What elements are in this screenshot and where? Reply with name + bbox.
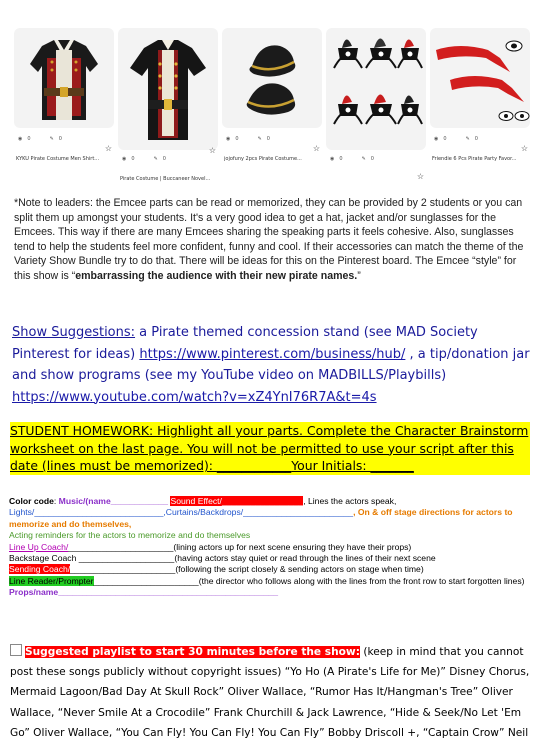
eye-icon: ◉ [330,156,335,162]
line-up-coach: Line Up Coach/ [9,541,69,552]
student-homework [10,422,530,475]
pin-count-icon: ✎ [257,136,262,142]
youtube-link[interactable]: https://www.youtube.com/watch?v=xZ4YnI76R7A&t=4s [12,389,377,405]
product-stats: ◉ 0 ✎ 0 [122,156,166,162]
product-card-4[interactable] [326,28,426,188]
product-caption[interactable]: jojofuny 2pcs Pirate Costume... [224,156,302,162]
pin-icon[interactable]: ☆ [104,144,112,153]
pin-icon[interactable]: ☆ [312,144,320,153]
show-text-1: a Pirate themed concession stand (see MAD Society Pinterest for ideas) [12,325,478,362]
stage-directions-code: , On & off stage directions for actors to memorize and do themselves, [9,507,513,529]
line-reader-prompter: Line Reader/Prompter [9,575,94,586]
product-caption[interactable]: Pirate Costume | Buccaneer Novel... [120,176,211,182]
eye-icon: ◉ [434,136,439,142]
music-code: Music/(name [58,496,111,506]
pin-count-icon: ✎ [465,136,470,142]
sending-coach: Sending Coach/ [9,564,71,575]
product-card-1[interactable] [14,28,114,188]
backstage-coach: Backstage Coach [9,553,79,564]
product-stats: ◉ 0 ✎ 0 [434,136,478,142]
lines-code: , Lines the actors speak, [303,496,397,506]
product-stats: ◉ 0 ✎ 0 [330,156,374,162]
pin-icon[interactable]: ☆ [208,146,216,155]
pinterest-link[interactable]: https://www.pinterest.com/business/hub/ [139,346,406,362]
pirate-bandanas-image [430,28,530,128]
product-caption[interactable]: Friendie 6 Pcs Pirate Party Favor... [432,156,517,162]
curtains-code: ,Curtains/Backdrops/ [163,507,244,518]
leaders-note [14,196,530,284]
acting-reminders-code: Acting reminders for the actors to memorize and do themselves [9,530,251,541]
show-suggestions [12,322,532,408]
eye-icon: ◉ [122,156,127,162]
date-blank[interactable]: ____________ [216,458,292,473]
product-card-2[interactable] [118,28,218,188]
playlist-checkbox[interactable] [10,644,22,656]
initials-label: Your Initials: [291,458,371,473]
pirate-vest-shirt-image [14,28,114,128]
pin-icon[interactable]: ☆ [416,172,424,181]
pinterest-product-strip [14,28,532,190]
note-end: ” [357,269,361,282]
product-card-5[interactable] [430,28,530,188]
product-caption[interactable]: KYKU Pirate Costume Men Shirt... [16,156,100,162]
pin-icon[interactable]: ☆ [520,144,528,153]
product-stats: ◉ 0 ✎ 0 [18,136,62,142]
initials-blank[interactable]: _______ [370,458,414,473]
color-code-label: Color code [9,496,54,506]
pirate-hats-image [222,28,322,128]
product-card-3[interactable] [222,28,322,188]
show-text-2: , a tip/donation jar and show programs (see my YouTube video on MADBILLS/Playbills) [12,346,530,383]
homework-text: STUDENT HOMEWORK: Highlight all your parts. Complete the Character Brainstorm worksheet on the last page. You will not be permitted to use your script after this date (lines must be memorized): [10,423,529,473]
pin-count-icon: ✎ [49,136,54,142]
playlist-text: (keep in mind that you cannot post these songs publicly without copyright issues) “Yo Ho (A Pirate's Life for Me)” Disney Chorus, Mermaid Lagoon/Bad Day At Skull Rock” Oliver Wallace, “Rumor Has It/Hangman's Tree” Oliver Wallace, “Never Smile At a Crocodile” Frank Churchill & Jack Lawrence, “Hide & Seek/No Let 'Em Go” Oliver Wallace, “You Can Fly! You Can Fly! You Can Fly” Bobby Driscoll +, “Captain Crow” Neil [10,646,530,739]
eye-icon: ◉ [18,136,23,142]
emcee-style: embarrassing the audience with their new pirate names. [75,269,358,282]
eye-icon: ◉ [226,136,231,142]
playlist-heading: Suggested playlist to start 30 minutes before the show: [25,646,360,658]
lights-code: Lights/ [9,507,35,518]
pin-count-icon: ✎ [153,156,158,162]
show-suggestions-label: Show Suggestions: [12,325,136,340]
pirate-headbands-image [326,28,426,150]
note-text: *Note to leaders: the Emcee parts can be read or memorized, they can be provided by 2 students or you can split them up amongst your students. It's a very good idea to get a hat, jacket and/or sunglasses for the Emcees. This way if there are many Emcees sharing the speaking parts it feels cohesive. Also, sunglasses tend to help the students feel more confident, funny and cool. If their accessories can match the theme of the Variety Show Bundle try to do that. There will be ideas for this on the Pinterest board. The Emcee “style” for this show is “ [14,197,524,282]
sound-effect-code: Sound Effect/ [170,496,222,506]
suggested-playlist [10,642,530,743]
pirate-tshirt-image [118,28,218,150]
product-stats: ◉ 0 ✎ 0 [226,136,270,142]
color-code-legend: Color code: Music/(name____________ Sound Effect/_________________, Lines the actors speak, Lights/___________________________,Curtains/Backdrops/_______________________, On & off stage directions for actors to memorize and do themselves, Acting reminders for the actors to memorize and do themselves Line Up Coach/______________________(lining actors up for next scene ensuring they have their props) Backstage Coach ____________________(having actors stay quiet or read through the lines of their next scene Sending Coach/______________________(following the script closely & sending actors on stage when time) Line Reader/Prompter______________________(the director who follows along with the lines from the front row to start forgotten lines) Props/name______________________________________________ [9,496,525,598]
pin-count-icon: ✎ [361,156,366,162]
props-code: Props/name [9,587,59,598]
